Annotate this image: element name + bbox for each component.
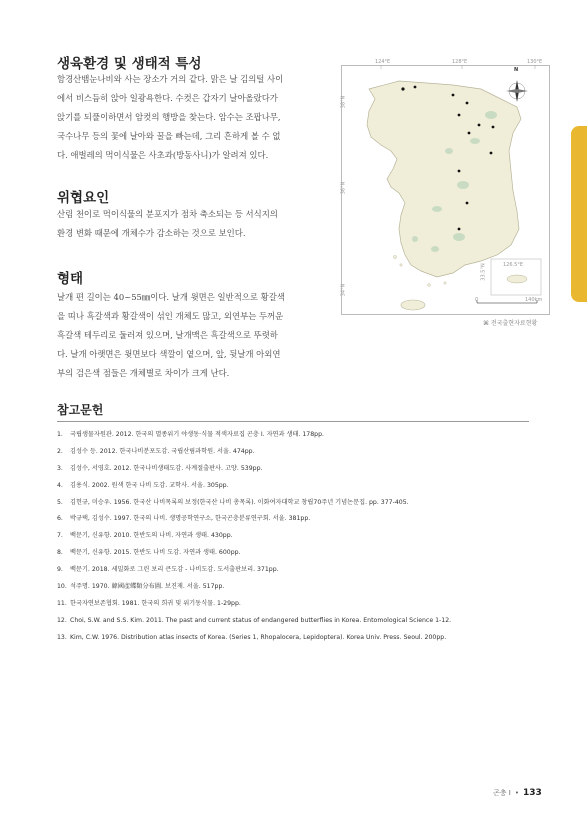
text-line: 을 띠나 흑갈색과 황갈색이 섞인 개체도 많고, 외연부는 두꺼운 bbox=[57, 311, 284, 321]
north-label: N bbox=[514, 67, 519, 73]
occurrence-point bbox=[458, 170, 461, 173]
lat-label: 36°N bbox=[340, 181, 347, 195]
section-title-habitat: 생육환경 및 생태적 특성 bbox=[57, 56, 202, 72]
references-title: 참고문헌 bbox=[57, 403, 104, 417]
reference-item bbox=[57, 562, 537, 579]
footer-section: 곤충 I bbox=[493, 789, 511, 797]
reference-text: 김성수, 서영호. 2012. 한국나비생태도감. 사계절출판사. 고양. 539pp. bbox=[70, 464, 263, 472]
reference-item bbox=[57, 630, 537, 647]
references-divider bbox=[57, 421, 529, 422]
reference-text: 박규택, 김성수. 1997. 한국의 나비. 생명공학연구소, 한국곤충분류연구회. 서울. 381pp. bbox=[70, 515, 311, 523]
text-line: 함경산뱀눈나비와 사는 장소가 거의 같다. 맑은 날 김의털 사이 bbox=[57, 74, 284, 84]
occurrence-point bbox=[468, 132, 471, 135]
reference-item bbox=[57, 511, 537, 528]
reference-item bbox=[57, 579, 537, 596]
reference-text: 국립생물자원관. 2012. 한국의 멸종위기 야생동·식물 적색자료집 곤충 I. 자연과 생태. 178pp. bbox=[70, 431, 324, 438]
text-line: 국수나무 등의 꽃에 날아와 꿀을 빠는데, 그리 흔하게 볼 수 없 bbox=[57, 131, 281, 141]
text-line: 앉기를 되풀이하면서 암컷의 행방을 찾는다. 암수는 조팝나무, bbox=[57, 112, 281, 122]
text-line: 산림 천이로 먹이식물의 분포지가 점차 축소되는 등 서식지의 bbox=[57, 209, 278, 219]
lat-label: 33.5°N bbox=[480, 263, 487, 281]
section-title-threats: 위협요인 bbox=[57, 190, 110, 206]
reference-number: 3. bbox=[57, 464, 63, 472]
reference-number: 1. bbox=[57, 431, 63, 438]
map-caption bbox=[483, 318, 537, 327]
reference-number: 9. bbox=[57, 566, 63, 574]
reference-text: 김성수 등. 2012. 한국나비분포도감. 국립산림과학원. 서울. 474pp. bbox=[70, 447, 255, 455]
reference-number: 10. bbox=[57, 583, 67, 591]
footer-separator: • bbox=[514, 789, 519, 797]
threats-paragraph bbox=[57, 205, 322, 243]
occurrence-point bbox=[458, 114, 461, 117]
scale-end-label: 140km bbox=[525, 297, 543, 303]
reference-number: 7. bbox=[57, 532, 63, 540]
reference-number: 6. bbox=[57, 515, 63, 523]
habitat-paragraph bbox=[57, 70, 322, 165]
reference-text: 백문기, 신유항. 2015. 한반도 나비 도감. 자연과 생태. 600pp. bbox=[70, 549, 241, 557]
reference-item bbox=[57, 478, 537, 495]
jeju-island bbox=[401, 300, 425, 310]
text-line: 에서 비스듬히 앉아 일광욕한다. 수컷은 갑자기 날아올랐다가 bbox=[57, 93, 278, 103]
occurrence-point bbox=[478, 124, 481, 127]
reference-text: 백문기, 신유항. 2010. 한반도의 나비. 자연과 생태. 430pp. bbox=[70, 532, 233, 540]
text-line: 날개 편 길이는 40~55㎜이다. 날개 윗면은 일반적으로 황갈색 bbox=[57, 292, 285, 302]
text-line: 부의 검은색 점들은 개체별로 차이가 크게 난다. bbox=[57, 368, 230, 378]
caption-icon: ⌘ bbox=[483, 320, 489, 327]
occurrence-point bbox=[466, 202, 469, 205]
reference-item bbox=[57, 528, 537, 545]
occurrence-point bbox=[458, 228, 461, 231]
chapter-tab bbox=[571, 126, 587, 302]
reference-number: 4. bbox=[57, 481, 63, 489]
caption-text: 전국출현자료현황 bbox=[490, 320, 538, 327]
morphology-paragraph bbox=[57, 288, 322, 383]
text-line: 흑갈색 테두리로 둘러져 있으며, 날개맥은 흑갈색으로 뚜렷하 bbox=[57, 330, 278, 340]
reference-number: 13. bbox=[57, 633, 67, 641]
occurrence-point bbox=[414, 86, 417, 89]
section-title-morphology: 형태 bbox=[57, 271, 84, 287]
reference-item bbox=[57, 545, 537, 562]
page-number: 133 bbox=[522, 788, 542, 798]
occurrence-point bbox=[466, 102, 469, 105]
lon-label: 128°E bbox=[452, 59, 468, 65]
lat-label: 34°N bbox=[340, 283, 347, 297]
inset-label: 126.5°E bbox=[503, 262, 523, 268]
reference-text: 백문기. 2018. 세밀화로 그린 보리 큰도감 - 나비도감. 도서출판보리. 371pp. bbox=[70, 566, 279, 574]
reference-item bbox=[57, 596, 537, 613]
reference-number: 8. bbox=[57, 549, 63, 557]
reference-text: Choi, S.W. and S.S. Kim. 2011. The past and current status of endangered butterflies in Korea. Entomological Science 1-12. bbox=[70, 616, 452, 624]
reference-text: Kim, C.W. 1976. Distribution atlas insects of Korea. (Series 1, Rhopalocera, Lepidoptera). Korea Univ. Press. Seoul. 200pp. bbox=[70, 633, 447, 641]
reference-text: 김헌규, 미승우. 1956. 한국산 나비목록의 보정(한국산 나비 총목록). 이화여자대학교 창립70주년 기념논문집. pp. 377-405. bbox=[70, 498, 409, 506]
lat-label: 38°N bbox=[340, 95, 347, 109]
occurrence-point bbox=[492, 126, 495, 129]
page-footer bbox=[493, 788, 542, 798]
text-line: 다. 날개 아랫면은 윗면보다 색깔이 옅으며, 앞, 뒷날개 아외연 bbox=[57, 349, 281, 359]
text-line: 환경 변화 때문에 개체수가 감소하는 것으로 보인다. bbox=[57, 228, 246, 238]
reference-number: 11. bbox=[57, 599, 67, 607]
lon-label: 130°E bbox=[527, 59, 543, 65]
text-line: 다. 애벌레의 먹이식물은 사초과(방동사니)가 알려져 있다. bbox=[57, 150, 269, 160]
distribution-map bbox=[341, 59, 551, 317]
reference-number: 5. bbox=[57, 498, 63, 506]
map-graphic bbox=[341, 59, 551, 317]
reference-text: 석주명. 1970. 韓國產蝶類分布圖. 보진재. 서울. 517pp. bbox=[70, 583, 225, 591]
reference-item bbox=[57, 427, 537, 444]
reference-item bbox=[57, 444, 537, 461]
lon-label: 124°E bbox=[375, 59, 391, 65]
references-list bbox=[57, 427, 537, 647]
reference-text: 김용식. 2002. 원색 한국 나비 도감. 교학사. 서울. 305pp. bbox=[70, 481, 229, 489]
occurrence-point bbox=[490, 152, 493, 155]
reference-number: 12. bbox=[57, 616, 67, 624]
occurrence-point bbox=[401, 87, 404, 90]
reference-item bbox=[57, 613, 537, 630]
reference-item bbox=[57, 495, 537, 512]
reference-number: 2. bbox=[57, 447, 63, 455]
reference-text: 한국자연보존협회. 1981. 한국의 희귀 및 위기동식물. 1-29pp. bbox=[70, 599, 241, 607]
scale-start-label: 0 bbox=[475, 297, 479, 303]
occurrence-point bbox=[452, 94, 455, 97]
reference-item bbox=[57, 461, 537, 478]
